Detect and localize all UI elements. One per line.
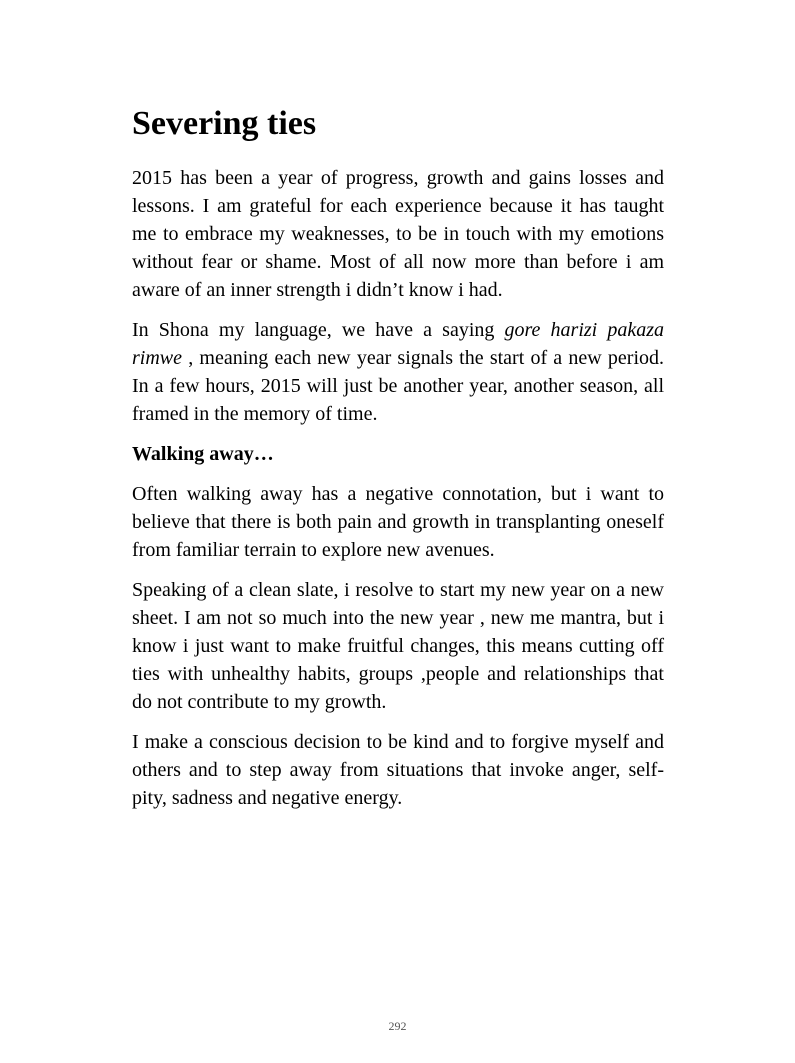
article-body xyxy=(132,164,664,824)
page-number: 292 xyxy=(388,1019,407,1033)
saying-intro-text: In Shona my language, we have a saying xyxy=(132,319,505,341)
paragraph-clean-slate: Speaking of a clean slate, i resolve to start my new year on a new sheet. I am not so much into the new year , new me mantra, but i know i just want to make fruitful changes, this means cutting off ties with unhealthy habits, groups ,people and relationships that do not contribute to my growth. xyxy=(132,579,664,713)
paragraph-walking-away: Often walking away has a negative connotation, but i want to believe that there is both pain and growth in transplanting oneself from familiar terrain to explore new avenues. xyxy=(132,483,664,561)
saying-explanation-text: , meaning each new year signals the start of a new period. In a few hours, 2015 will just be another year, another season, all framed in the memory of time. xyxy=(132,347,664,425)
shona-saying: gore harizi pakaza rimwe xyxy=(132,319,664,369)
paragraph-year-review: 2015 has been a year of progress, growth and gains losses and lessons. I am grateful for each experience because it has taught me to embrace my weaknesses, to be in touch with my emotions without fear or shame. Most of all now more than before i am aware of an inner strength i didn’t know i had. xyxy=(132,167,664,301)
page-title: Severing ties xyxy=(132,105,317,142)
paragraph-shona-saying xyxy=(132,316,664,428)
section-heading: Walking away… xyxy=(132,443,274,465)
paragraph-conscious-decision: I make a conscious decision to be kind and to forgive myself and others and to step away from situations that invoke anger, self-pity, sadness and negative energy. xyxy=(132,731,664,809)
